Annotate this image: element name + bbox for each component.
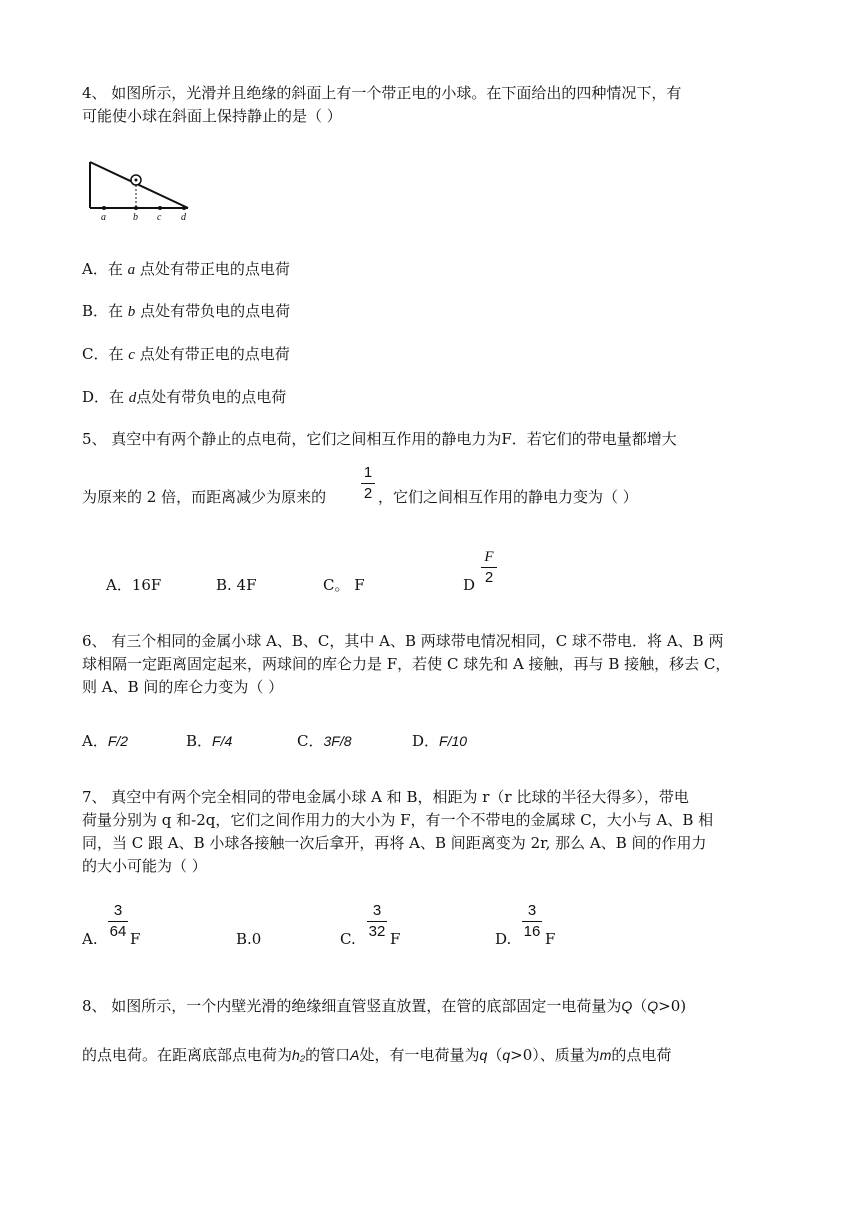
q4-option-a: A．在 a 点处有带正电的点电荷 bbox=[82, 260, 290, 278]
q7-option-c-unit: F bbox=[390, 930, 401, 948]
q6-option-b: B．F/4 bbox=[186, 732, 233, 750]
fig-label-a: a bbox=[101, 212, 106, 223]
q8-stem-line1: 8、 如图所示，一个内壁光滑的绝缘细直管竖直放置，在管的底部固定一电荷量为Q（Q>0) bbox=[82, 997, 687, 1015]
q5-fraction-half: 1 2 bbox=[361, 464, 375, 503]
q4-option-c: C．在 c 点处有带正电的点电荷 bbox=[82, 345, 290, 363]
q5-stem-line2-post: ，它们之间相互作用的静电力变为（ ） bbox=[378, 488, 638, 506]
q4-option-d: D．在 d点处有带负电的点电荷 bbox=[82, 388, 287, 406]
q7-stem-line1: 7、 真空中有两个完全相同的带电金属小球 A 和 B，相距为 r（r 比球的半径大得多），带电 bbox=[82, 788, 689, 806]
q7-stem-line4: 的大小可能为（ ） bbox=[82, 857, 207, 875]
q4-stem-line1: 4、 如图所示，光滑并且绝缘的斜面上有一个带正电的小球。在下面给出的四种情况下，有 bbox=[82, 84, 682, 102]
q4-option-b: B．在 b 点处有带负电的点电荷 bbox=[82, 302, 291, 320]
q5-option-d: D bbox=[463, 576, 476, 594]
q4-incline-figure bbox=[84, 158, 196, 224]
q7-stem-line2: 荷量分别为 q 和-2q，它们之间作用力的大小为 F，有一个不带电的金属球 C，大小与 A、B 相 bbox=[82, 811, 714, 829]
q7-option-a-unit: F bbox=[130, 930, 141, 948]
q5-option-d-fraction: F 2 bbox=[481, 548, 497, 587]
q7-option-d-fraction: 3 16 bbox=[523, 902, 541, 940]
q7-option-d-unit: F bbox=[545, 930, 556, 948]
q5-stem-line2-pre: 为原来的 2 倍，而距离减少为原来的 bbox=[82, 488, 327, 506]
q7-stem-line3: 同，当 C 跟 A、B 小球各接触一次后拿开，再将 A、B 间距离变为 2r, 那么 A、B 间的作用力 bbox=[82, 834, 707, 852]
q6-stem-line1: 6、 有三个相同的金属小球 A、B、C，其中 A、B 两球带电情况相同，C 球不带电．将 A、B 两 bbox=[82, 632, 724, 650]
q5-option-c: C。 F bbox=[323, 576, 365, 594]
q7-option-a-fraction: 3 64 bbox=[109, 902, 127, 940]
q6-option-a: A．F/2 bbox=[82, 732, 129, 750]
q5-option-b: B. 4F bbox=[216, 576, 257, 594]
q6-option-d: D．F/10 bbox=[412, 732, 468, 750]
q7-option-c-label: C. bbox=[340, 930, 356, 948]
q5-stem-line1: 5、 真空中有两个静止的点电荷，它们之间相互作用的静电力为F．若它们的带电量都增大 bbox=[82, 430, 677, 448]
q6-stem-line2: 球相隔一定距离固定起来，两球间的库仑力是 F，若使 C 球先和 A 接触，再与 B 接触，移去 C， bbox=[82, 655, 731, 673]
fig-label-d: d bbox=[181, 212, 186, 223]
q7-option-a-label: A. bbox=[82, 930, 98, 948]
q7-option-c-fraction: 3 32 bbox=[368, 902, 386, 940]
q6-stem-line3: 则 A、B 间的库仑力变为（ ） bbox=[82, 678, 284, 696]
q5-option-a: A．16F bbox=[106, 576, 162, 594]
q6-option-c: C．3F/8 bbox=[297, 732, 352, 750]
fig-label-b: b bbox=[133, 212, 138, 223]
q7-option-b: B.0 bbox=[236, 930, 262, 948]
q4-stem-line2: 可能使小球在斜面上保持静止的是（ ） bbox=[82, 107, 342, 125]
q8-stem-line2: 的点电荷。在距离底部点电荷为h₂的管口A处，有一电荷量为q（q>0）、质量为m的点电荷 bbox=[82, 1046, 672, 1064]
q7-option-d-label: D. bbox=[495, 930, 512, 948]
fig-label-c: c bbox=[157, 212, 162, 223]
